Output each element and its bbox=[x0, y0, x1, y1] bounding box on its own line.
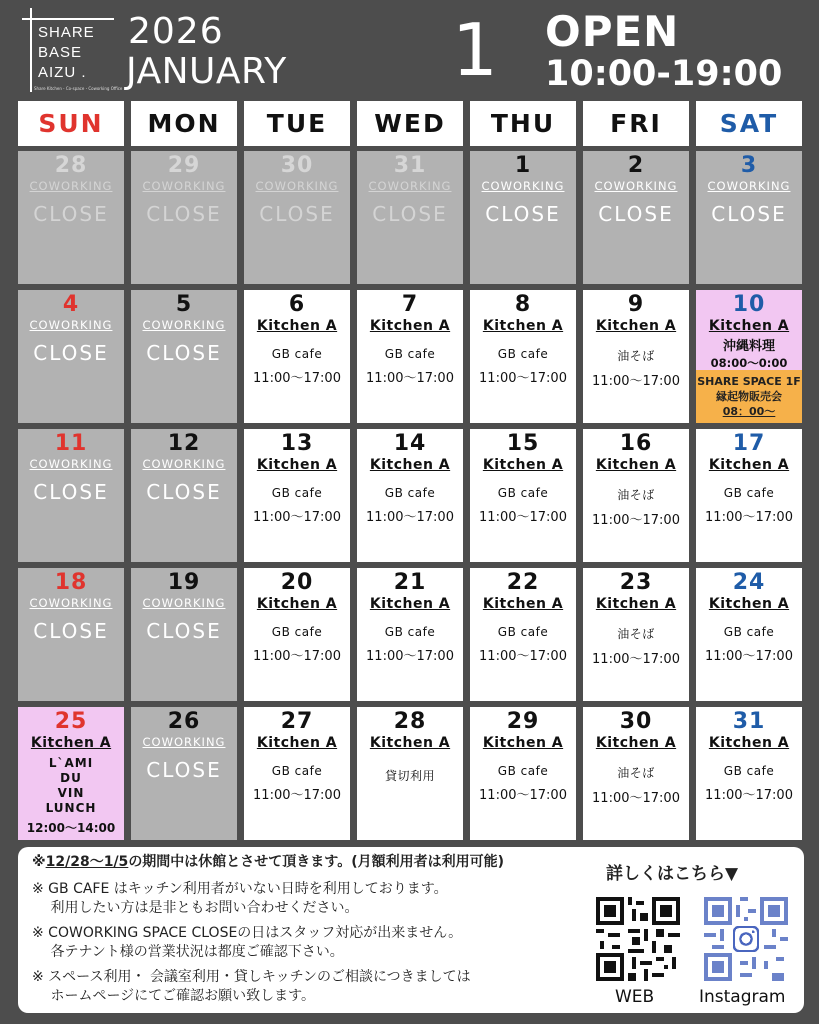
event-name: GB cafe bbox=[384, 347, 436, 361]
day-number: 18 bbox=[54, 570, 88, 595]
day-number: 28 bbox=[393, 709, 427, 734]
event-name-line: L`AMI bbox=[48, 756, 94, 770]
event-name: GB cafe bbox=[271, 347, 323, 361]
coworking-label: COWORKING bbox=[255, 179, 339, 193]
day-number: 4 bbox=[62, 292, 80, 317]
close-label: CLOSE bbox=[146, 758, 222, 782]
weekday-mon: MON bbox=[131, 101, 237, 146]
coworking-label: COWORKING bbox=[142, 596, 226, 610]
event-time: 11:00〜17:00 bbox=[366, 371, 454, 386]
close-label: CLOSE bbox=[146, 341, 222, 365]
day-cell bbox=[583, 290, 689, 423]
web-qr-code[interactable] bbox=[596, 897, 680, 981]
day-number: 17 bbox=[732, 431, 766, 456]
weekday-tue: TUE bbox=[244, 101, 350, 146]
coworking-label: COWORKING bbox=[29, 596, 113, 610]
day-number: 14 bbox=[393, 431, 427, 456]
day-cell bbox=[18, 290, 124, 423]
instagram-label: Instagram bbox=[699, 987, 786, 1007]
coworking-label: COWORKING bbox=[142, 457, 226, 471]
month-name: JANUARY bbox=[126, 51, 287, 92]
day-cell bbox=[583, 707, 689, 840]
logo-line-1: SHARE bbox=[38, 24, 95, 41]
gb-cafe-note bbox=[32, 880, 448, 918]
day-number: 26 bbox=[167, 709, 201, 734]
notes-panel bbox=[18, 847, 804, 1013]
event-name: GB cafe bbox=[271, 486, 323, 500]
month-number: 1 bbox=[452, 8, 498, 92]
day-cell bbox=[244, 707, 350, 840]
event-name-line: DU bbox=[60, 771, 82, 785]
day-number: 3 bbox=[740, 153, 758, 178]
day-cell bbox=[470, 568, 576, 701]
close-label: CLOSE bbox=[485, 202, 561, 226]
event-time: 11:00〜17:00 bbox=[705, 788, 793, 803]
note-line: ※ COWORKING SPACE CLOSEの日はスタッフ対応が出来ません。 bbox=[32, 925, 463, 941]
close-label: CLOSE bbox=[33, 619, 109, 643]
day-cell bbox=[357, 290, 463, 423]
weekday-fri: FRI bbox=[583, 101, 689, 146]
day-number: 7 bbox=[401, 292, 419, 317]
event-time: 11:00〜17:00 bbox=[479, 788, 567, 803]
kitchen-label: Kitchen A bbox=[708, 596, 790, 612]
calendar bbox=[18, 101, 804, 840]
weekday-header bbox=[18, 101, 804, 146]
day-number: 23 bbox=[619, 570, 653, 595]
kitchen-label: Kitchen A bbox=[482, 318, 564, 334]
event-name: GB cafe bbox=[497, 486, 549, 500]
event-name: GB cafe bbox=[497, 625, 549, 639]
event-name: 沖縄料理 bbox=[722, 339, 775, 354]
day-number: 11 bbox=[54, 431, 88, 456]
day-number: 10 bbox=[732, 292, 766, 317]
event-time: 11:00〜17:00 bbox=[366, 649, 454, 664]
coworking-label: COWORKING bbox=[29, 457, 113, 471]
day-number: 25 bbox=[54, 709, 88, 734]
kitchen-label: Kitchen A bbox=[708, 457, 790, 473]
event-time: 11:00〜17:00 bbox=[253, 371, 341, 386]
event-time: 11:00〜17:00 bbox=[253, 788, 341, 803]
day-grid bbox=[18, 151, 804, 840]
kitchen-label: Kitchen A bbox=[708, 735, 790, 751]
coworking-label: COWORKING bbox=[142, 179, 226, 193]
event-time: 11:00〜17:00 bbox=[479, 371, 567, 386]
event-time: 12:00〜14:00 bbox=[26, 821, 116, 835]
day-cell bbox=[244, 151, 350, 284]
day-number: 9 bbox=[627, 292, 645, 317]
weekday-thu: THU bbox=[470, 101, 576, 146]
kitchen-label: Kitchen A bbox=[369, 318, 451, 334]
weekday-wed: WED bbox=[357, 101, 463, 146]
weekday-sun: SUN bbox=[18, 101, 124, 146]
kitchen-label: Kitchen A bbox=[256, 318, 338, 334]
day-number: 21 bbox=[393, 570, 427, 595]
event-time: 11:00〜17:00 bbox=[592, 374, 680, 389]
day-cell bbox=[244, 429, 350, 562]
close-label: CLOSE bbox=[711, 202, 787, 226]
coworking-note bbox=[32, 924, 462, 962]
year: 2026 bbox=[128, 11, 224, 52]
event-name bbox=[18, 756, 124, 816]
day-number: 8 bbox=[514, 292, 532, 317]
event-name: GB cafe bbox=[384, 486, 436, 500]
day-number: 5 bbox=[175, 292, 193, 317]
close-label: CLOSE bbox=[372, 202, 448, 226]
event-name: GB cafe bbox=[271, 625, 323, 639]
event-name-line: VIN bbox=[57, 786, 85, 800]
close-label: CLOSE bbox=[146, 202, 222, 226]
day-number: 31 bbox=[393, 153, 427, 178]
event-name: GB cafe bbox=[723, 764, 775, 778]
kitchen-label: Kitchen A bbox=[256, 735, 338, 751]
event-name: GB cafe bbox=[723, 486, 775, 500]
kitchen-label: Kitchen A bbox=[482, 596, 564, 612]
day-number: 27 bbox=[280, 709, 314, 734]
day-cell bbox=[357, 568, 463, 701]
kitchen-label: Kitchen A bbox=[595, 596, 677, 612]
day-cell bbox=[583, 429, 689, 562]
day-number: 12 bbox=[167, 431, 201, 456]
day-cell bbox=[131, 151, 237, 284]
day-cell bbox=[696, 568, 802, 701]
kitchen-label: Kitchen A bbox=[482, 735, 564, 751]
share-space-event-name: 縁起物販売会 bbox=[716, 390, 782, 403]
logo-line-3: AIZU . bbox=[38, 64, 87, 81]
event-name: GB cafe bbox=[271, 764, 323, 778]
event-time: 11:00〜17:00 bbox=[366, 510, 454, 525]
day-number: 2 bbox=[627, 153, 645, 178]
day-cell bbox=[18, 707, 124, 840]
event-name: GB cafe bbox=[723, 625, 775, 639]
note-line: ※ GB CAFE はキッチン利用者がいない日時を利用しております。 bbox=[32, 881, 448, 897]
kitchen-label: Kitchen A bbox=[482, 457, 564, 473]
event-time: 11:00〜17:00 bbox=[253, 510, 341, 525]
logo bbox=[22, 8, 123, 91]
day-cell bbox=[357, 429, 463, 562]
day-number: 1 bbox=[514, 153, 532, 178]
day-cell bbox=[696, 290, 802, 423]
event-time: 11:00〜17:00 bbox=[592, 791, 680, 806]
day-number: 30 bbox=[280, 153, 314, 178]
day-number: 16 bbox=[619, 431, 653, 456]
kitchen-label: Kitchen A bbox=[595, 318, 677, 334]
close-label: CLOSE bbox=[146, 619, 222, 643]
day-number: 6 bbox=[288, 292, 306, 317]
day-number: 15 bbox=[506, 431, 540, 456]
event-name: 油そば bbox=[617, 349, 655, 363]
kitchen-label: Kitchen A bbox=[256, 596, 338, 612]
note-line: ホームページにてご確認お願い致します。 bbox=[32, 988, 316, 1004]
close-label: CLOSE bbox=[33, 202, 109, 226]
coworking-label: COWORKING bbox=[707, 179, 791, 193]
kitchen-label: Kitchen A bbox=[595, 457, 677, 473]
kitchen-label: Kitchen A bbox=[595, 735, 677, 751]
close-label: CLOSE bbox=[259, 202, 335, 226]
event-name: 油そば bbox=[617, 766, 655, 780]
event-time: 11:00〜17:00 bbox=[592, 652, 680, 667]
close-label: CLOSE bbox=[598, 202, 674, 226]
event-name-line: LUNCH bbox=[45, 801, 97, 815]
day-number: 22 bbox=[506, 570, 540, 595]
day-number: 20 bbox=[280, 570, 314, 595]
coworking-label: COWORKING bbox=[142, 318, 226, 332]
coworking-label: COWORKING bbox=[142, 735, 226, 749]
day-number: 29 bbox=[506, 709, 540, 734]
kitchen-label: Kitchen A bbox=[369, 735, 451, 751]
kitchen-label: Kitchen A bbox=[369, 596, 451, 612]
coworking-label: COWORKING bbox=[29, 179, 113, 193]
weekday-sat: SAT bbox=[696, 101, 802, 146]
event-time: 11:00〜17:00 bbox=[705, 510, 793, 525]
instagram-qr-code[interactable] bbox=[704, 897, 788, 981]
kitchen-label: Kitchen A bbox=[256, 457, 338, 473]
day-number: 31 bbox=[732, 709, 766, 734]
day-number: 29 bbox=[167, 153, 201, 178]
logo-tagline: Share Kitchen・Co-space・Coworking Office bbox=[34, 86, 123, 91]
note-mark: ※ bbox=[32, 854, 46, 870]
event-name: 貸切利用 bbox=[384, 769, 435, 783]
day-cell bbox=[18, 151, 124, 284]
day-cell bbox=[244, 568, 350, 701]
event-name: GB cafe bbox=[384, 625, 436, 639]
day-cell bbox=[131, 707, 237, 840]
closure-text: の期間中は休館とさせて頂きます。(月額利用者は利用可能) bbox=[128, 854, 504, 870]
day-cell bbox=[696, 707, 802, 840]
opening-hours: 10:00-19:00 bbox=[545, 54, 783, 94]
day-cell bbox=[18, 429, 124, 562]
share-space-time: 08：00〜 bbox=[722, 405, 776, 418]
close-label: CLOSE bbox=[146, 480, 222, 504]
day-cell bbox=[470, 290, 576, 423]
open-label: OPEN bbox=[545, 7, 680, 56]
close-label: CLOSE bbox=[33, 341, 109, 365]
day-number: 19 bbox=[167, 570, 201, 595]
event-time: 11:00〜17:00 bbox=[253, 649, 341, 664]
day-number: 30 bbox=[619, 709, 653, 734]
coworking-label: COWORKING bbox=[368, 179, 452, 193]
note-line: 各テナント様の営業状況は都度ご確認下さい。 bbox=[32, 944, 344, 960]
kitchen-label: Kitchen A bbox=[708, 318, 790, 334]
coworking-label: COWORKING bbox=[594, 179, 678, 193]
day-cell bbox=[131, 290, 237, 423]
coworking-label: COWORKING bbox=[29, 318, 113, 332]
event-name: GB cafe bbox=[497, 347, 549, 361]
day-cell bbox=[470, 151, 576, 284]
note-line: 利用したい方は是非ともお問い合わせください。 bbox=[32, 900, 359, 916]
day-number: 24 bbox=[732, 570, 766, 595]
day-number: 13 bbox=[280, 431, 314, 456]
closure-note bbox=[32, 853, 504, 872]
day-cell bbox=[696, 429, 802, 562]
event-time: 11:00〜17:00 bbox=[705, 649, 793, 664]
more-info-label: 詳しくはこちら▼ bbox=[606, 864, 739, 884]
day-cell bbox=[470, 429, 576, 562]
day-cell bbox=[18, 568, 124, 701]
event-time: 08:00〜0:00 bbox=[710, 356, 788, 370]
close-label: CLOSE bbox=[33, 480, 109, 504]
day-cell bbox=[357, 707, 463, 840]
share-space-event bbox=[696, 370, 802, 423]
day-cell bbox=[583, 151, 689, 284]
coworking-label: COWORKING bbox=[481, 179, 565, 193]
event-name: 油そば bbox=[617, 627, 655, 641]
kitchen-label: Kitchen A bbox=[30, 735, 112, 751]
web-label: WEB bbox=[615, 987, 655, 1007]
consultation-note bbox=[32, 968, 471, 1006]
logo-line-2: BASE bbox=[38, 44, 83, 61]
event-name: 油そば bbox=[617, 488, 655, 502]
closure-dates: 12/28〜1/5 bbox=[45, 854, 129, 870]
note-line: ※ スペース利用・ 会議室利用・貸しキッチンのご相談につきましては bbox=[32, 969, 471, 985]
share-space-title: SHARE SPACE 1F bbox=[697, 375, 801, 388]
event-name: GB cafe bbox=[497, 764, 549, 778]
day-cell bbox=[470, 707, 576, 840]
event-time: 11:00〜17:00 bbox=[479, 510, 567, 525]
day-cell bbox=[583, 568, 689, 701]
day-cell bbox=[244, 290, 350, 423]
kitchen-label: Kitchen A bbox=[369, 457, 451, 473]
event-time: 11:00〜17:00 bbox=[479, 649, 567, 664]
day-cell bbox=[357, 151, 463, 284]
event-time: 11:00〜17:00 bbox=[592, 513, 680, 528]
day-cell bbox=[131, 568, 237, 701]
day-number: 28 bbox=[54, 153, 88, 178]
day-cell bbox=[131, 429, 237, 562]
day-cell bbox=[696, 151, 802, 284]
